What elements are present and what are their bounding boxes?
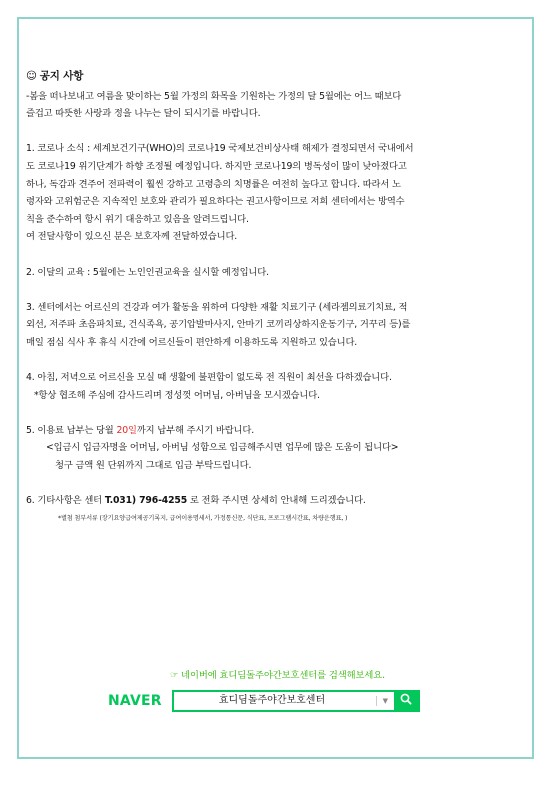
search-button[interactable] [396, 690, 420, 712]
item4-note: *항상 협조해 주심에 감사드리며 정성껏 어머님, 아버님을 모시겠습니다. [34, 389, 320, 401]
item1-line: 여 전달사항이 있으신 분은 보호자께 전달하였습니다. [26, 231, 238, 243]
attachments-note: *별첨 첨부서류 (장기요양급여제공기록지, 급여이용명세서, 가정통신문, 식단표, 프로그램시간표, 차량운행표, ) [58, 514, 348, 522]
caret-down-icon[interactable]: ▼ [382, 697, 388, 705]
notice-content [26, 68, 532, 524]
item6-line: 6. 기타사항은 센터 T.031) 796-4255 로 전화 주시면 상세히 안내해 드리겠습니다. [26, 495, 366, 507]
item3-line: 외선, 저주파 초음파치료, 건식족욕, 공기압발마사지, 안마기 코끼리상하지운동기구, 거꾸리 등)를 [26, 319, 411, 331]
item5-deposit-note: <입금시 입금자명을 어머님, 아버님 성함으로 입금해주시면 업무에 많은 도움이 됩니다> [46, 442, 399, 454]
notice-title [26, 68, 532, 86]
item3-line: 매일 점심 식사 후 휴식 시간에 어르신들이 편안하게 이용하도록 지원하고 있습니다. [26, 336, 358, 348]
item1-line: 령자와 고위험군은 지속적인 보호와 관리가 필요하다는 권고사항이므로 저희 센터에서는 방역수 [26, 196, 405, 208]
due-date: 20일 [116, 424, 137, 436]
item3-line: 3. 센터에서는 어르신의 건강과 여가 활동을 위하여 다양한 재활 치료기구 (세라젬의료기치료, 적 [26, 301, 408, 313]
search-divider [376, 696, 377, 706]
search-query[interactable]: 효디딤돌주야간보호센터 [218, 695, 326, 706]
item1-line: 도 코로나19 위기단계가 하향 조정될 예정입니다. 하지만 코로나19의 병독성이 많이 낮아졌다고 [26, 160, 407, 172]
item5-amount-note: 청구 금액 원 단위까지 그대로 입금 부탁드립니다. [55, 460, 252, 472]
item1-line: 칙을 준수하여 항시 위기 대응하고 있음을 알려드립니다. [26, 213, 249, 225]
item1-line: 1. 코로나 소식 : 세계보건기구(WHO)의 코로나19 국제보건비상사태 해제가 결정되면서 국내에서 [26, 143, 414, 155]
item1-line: 하나, 독감과 견주어 전파력이 훨씬 강하고 고령층의 치명률은 여전히 높다고 합니다. 따라서 노 [26, 178, 401, 190]
intro-line: 즐겁고 따뜻한 사랑과 정을 나누는 달이 되시기를 바랍니다. [26, 108, 261, 120]
smiley-icon: ☺ [26, 70, 37, 82]
item2-line: 2. 이달의 교육 : 5월에는 노인인권교육을 실시할 예정입니다. [26, 266, 269, 278]
intro-line: -봄을 떠나보내고 여름을 맞이하는 5월 가정의 화목을 기원하는 가정의 달 5월에는 어느 때보다 [26, 90, 402, 102]
naver-search-input[interactable] [172, 690, 396, 712]
item5-line: 5. 이용료 납부는 당월 20일까지 납부해 주시기 바랍니다. [26, 424, 255, 436]
item4-line: 4. 아침, 저녁으로 어르신을 모실 때 생활에 불편함이 없도록 전 직원이 최선을 다하겠습니다. [26, 372, 392, 384]
center-phone: T.031) 796-4255 [104, 495, 188, 507]
magnifier-icon [396, 690, 416, 708]
naver-logo: NAVER [108, 693, 162, 709]
naver-search-hint: ☞ 네이버에 효디딤돌주야간보호센터를 검색해보세요. [169, 670, 386, 681]
notice-title-text: 공지 사항 [39, 70, 84, 82]
